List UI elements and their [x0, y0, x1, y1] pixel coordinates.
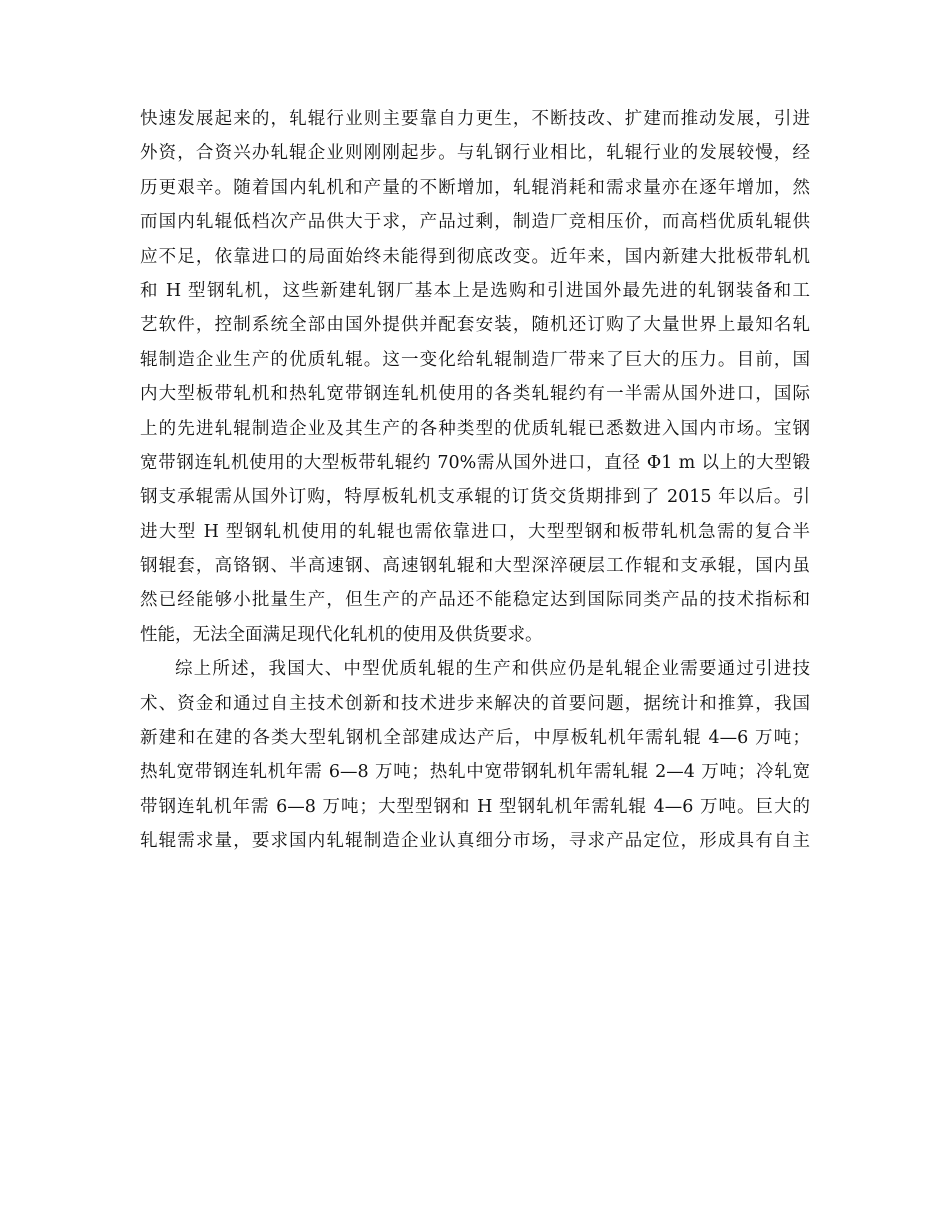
text-line: 带钢连轧机年需 6—8 万吨；大型型钢和 H 型钢轧机年需轧辊 4—6 万吨。巨大的 [140, 796, 810, 817]
text-line: 历更艰辛。随着国内轧机和产量的不断增加，轧辊消耗和需求量亦在逐年增加，然 [140, 177, 810, 198]
text-line: 性能，无法全面满足现代化轧机的使用及供货要求。 [140, 624, 543, 645]
text-line: 和 H 型钢轧机，这些新建轧钢厂基本上是选购和引进国外最先进的轧钢装备和工 [140, 280, 810, 301]
text-line: 外资，合资兴办轧辊企业则刚刚起步。与轧钢行业相比，轧辊行业的发展较慢，经 [140, 143, 810, 164]
text-line: 钢支承辊需从国外订购，特厚板轧机支承辊的订货交货期排到了 2015 年以后。引 [140, 487, 810, 508]
paragraph-2 [140, 652, 810, 858]
text-line: 然已经能够小批量生产，但生产的产品还不能稳定达到国际同类产品的技术指标和 [140, 590, 810, 611]
text-line: 进大型 H 型钢轧机使用的轧辊也需依靠进口，大型型钢和板带轧机急需的复合半 [140, 521, 810, 542]
text-line: 而国内轧辊低档次产品供大于求，产品过剩，制造厂竞相压价，而高档优质轧辊供 [140, 212, 810, 233]
text-line: 钢辊套，高铬钢、半高速钢、高速钢轧辊和大型深淬硬层工作辊和支承辊，国内虽 [140, 556, 810, 577]
text-line: 上的先进轧辊制造企业及其生产的各种类型的优质轧辊已悉数进入国内市场。宝钢 [140, 418, 810, 439]
document-body [140, 102, 810, 859]
text-line: 艺软件，控制系统全部由国外提供并配套安装，随机还订购了大量世界上最知名轧 [140, 315, 810, 336]
text-line: 快速发展起来的，轧辊行业则主要靠自力更生，不断技改、扩建而推动发展，引进 [140, 109, 810, 129]
text-line: 术、资金和通过自主技术创新和技术进步来解决的首要问题，据统计和推算，我国 [140, 693, 810, 714]
paragraph-1 [140, 102, 810, 652]
text-line: 宽带钢连轧机使用的大型板带轧辊约 70%需从国外进口，直径 Φ1 m 以上的大型锻 [140, 452, 810, 473]
text-line: 热轧宽带钢连轧机年需 6—8 万吨；热轧中宽带钢轧机年需轧辊 2—4 万吨；冷轧宽 [140, 762, 810, 783]
text-line: 新建和在建的各类大型轧钢机全部建成达产后，中厚板轧机年需轧辊 4—6 万吨； [140, 728, 810, 749]
text-line: 轧辊需求量，要求国内轧辊制造企业认真细分市场，寻求产品定位，形成具有自主 [140, 831, 810, 852]
text-line: 辊制造企业生产的优质轧辊。这一变化给轧辊制造厂带来了巨大的压力。目前，国 [140, 349, 810, 370]
text-line: 应不足，依靠进口的局面始终未能得到彻底改变。近年来，国内新建大批板带轧机 [140, 246, 810, 267]
text-line: 综上所述，我国大、中型优质轧辊的生产和供应仍是轧辊企业需要通过引进技 [175, 659, 810, 680]
text-line: 内大型板带轧机和热轧宽带钢连轧机使用的各类轧辊约有一半需从国外进口，国际 [140, 384, 810, 405]
